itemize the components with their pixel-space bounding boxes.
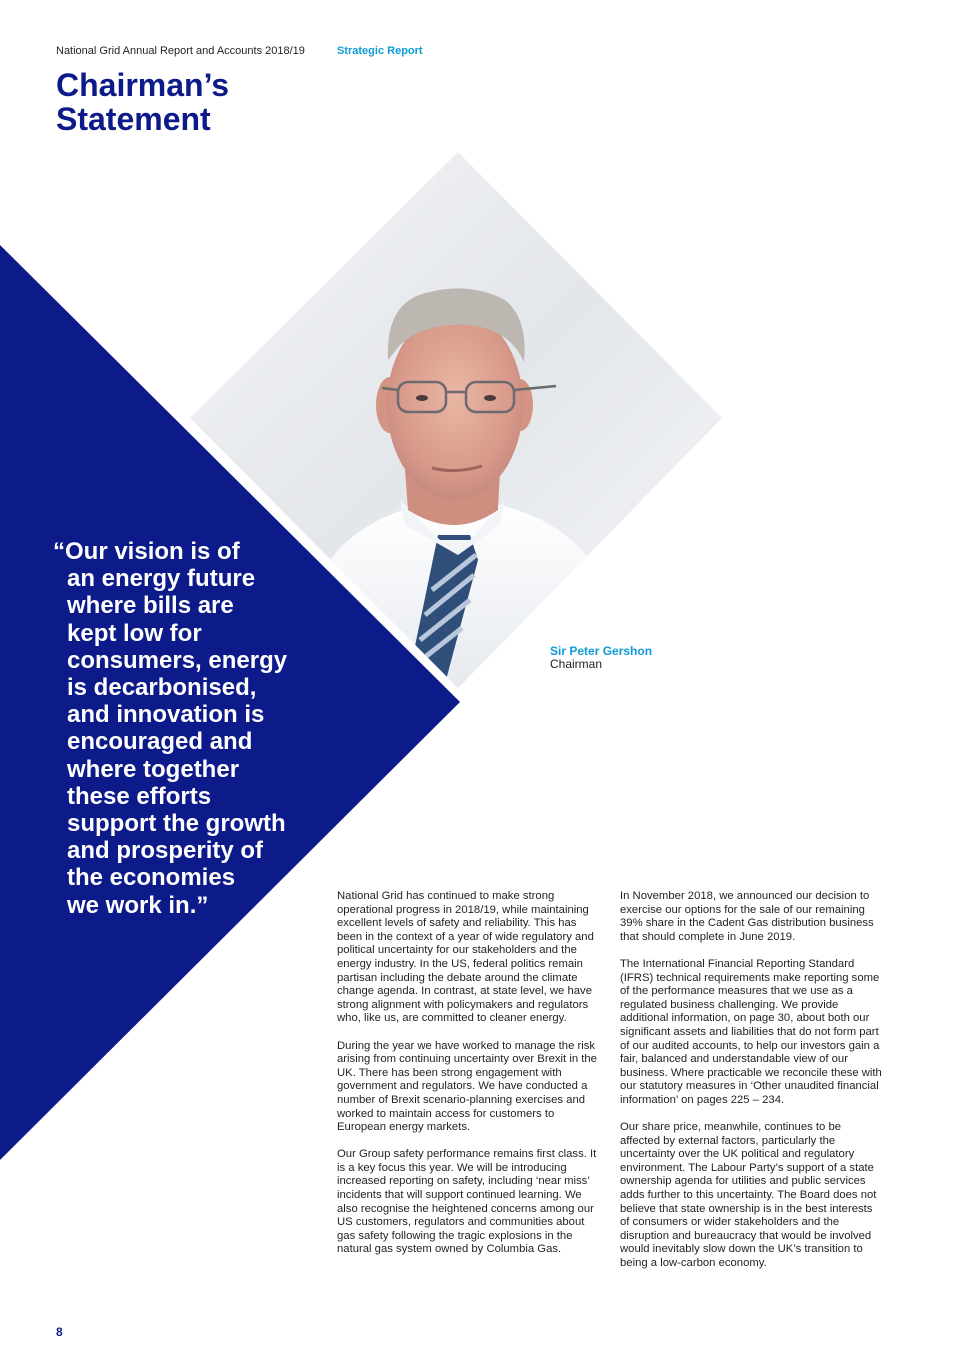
quote-line: support the growth [67,810,286,838]
body-column-left [337,890,599,1271]
quote-line: these efforts [67,782,212,810]
body-paragraph: In November 2018, we announced our decision to exercise our options for the sale of our remaining 39% share in the Cadent Gas distribution business that should complete in June 2019. [620,890,874,943]
quote-line: the economies [67,864,236,892]
pull-quote [53,538,353,919]
quote-line: where together [67,755,240,783]
quote-line: consumers, energy [67,646,288,674]
quote-line: kept low for [67,619,202,647]
body-paragraph: Our Group safety performance remains first class. It is a key focus this year. We will be introducing increased reporting on safety, including ‘near miss’ incidents that will support continued learning. We also recognise the heightened concerns among our US customers, regulators and communities about gas safety following the tragic explosions in the natural gas system owned by Columbia Gas. [337,1148,597,1256]
report-title: National Grid Annual Report and Accounts 2018/19 [56,45,305,57]
section-label: Strategic Report [337,45,423,57]
quote-line: encouraged and [67,728,253,756]
body-paragraph: Our share price, meanwhile, continues to be affected by external factors, particularly the uncertainty over the UK political and regulatory environment. The Labour Party’s support of a state ownership agenda for utilities and public services adds further to this uncertainty. The Board does not believe that state ownership is in the best interests of consumers or wider stakeholders and the disruption and bureaucracy that would be involved would inevitably slow down the UK’s transition to being a low-carbon economy. [620,1121,877,1270]
page-title-line: Statement [56,101,211,137]
quote-line: is decarbonised, [67,674,257,702]
quote-line: and prosperity of [67,837,264,865]
page-number: 8 [56,1325,63,1339]
body-column-right [620,890,882,1284]
quote-line: an energy future [67,565,256,593]
body-paragraph: National Grid has continued to make strong operational progress in 2018/19, while maintaining excellent levels of safety and reliability. This has been in the context of a year of wide regulatory and political uncertainty for our stakeholders and the energy industry. In the US, federal politics remain partisan including the debate around the climate change agenda. In contrast, at state level, we have strong alignment with policymakers and regulators who, like us, are committed to cleaner energy. [337,890,594,1025]
body-paragraph: During the year we have worked to manage the risk arising from continuing uncertainty over Brexit in the UK. There has been strong engagement with government and regulators. We have conducted a number of Brexit scenario-planning exercises and worked to maintain access for customers to European energy markets. [337,1039,597,1134]
quote-line: where bills are [67,592,234,620]
caption-name: Sir Peter Gershon [550,644,653,658]
body-paragraph: The International Financial Reporting Standard (IFRS) technical requirements make reporting some of the performance measures that we use as a regulated business challenging. We provide additional information, on page 30, about both our significant assets and liabilities that do not form part of our audited accounts, to help our investors gain a fair, balanced and understandable view of our business. Where practicable we reconcile these with our statutory measures in ‘Other unaudited financial information’ on pages 225 – 234. [620,957,882,1106]
quote-line: “Our vision is of [53,538,240,565]
quote-line: we work in.” [67,891,209,919]
quote-line: and innovation is [67,701,265,729]
caption-role: Chairman [550,657,603,671]
page-title-line: Chairman’s [56,67,230,103]
